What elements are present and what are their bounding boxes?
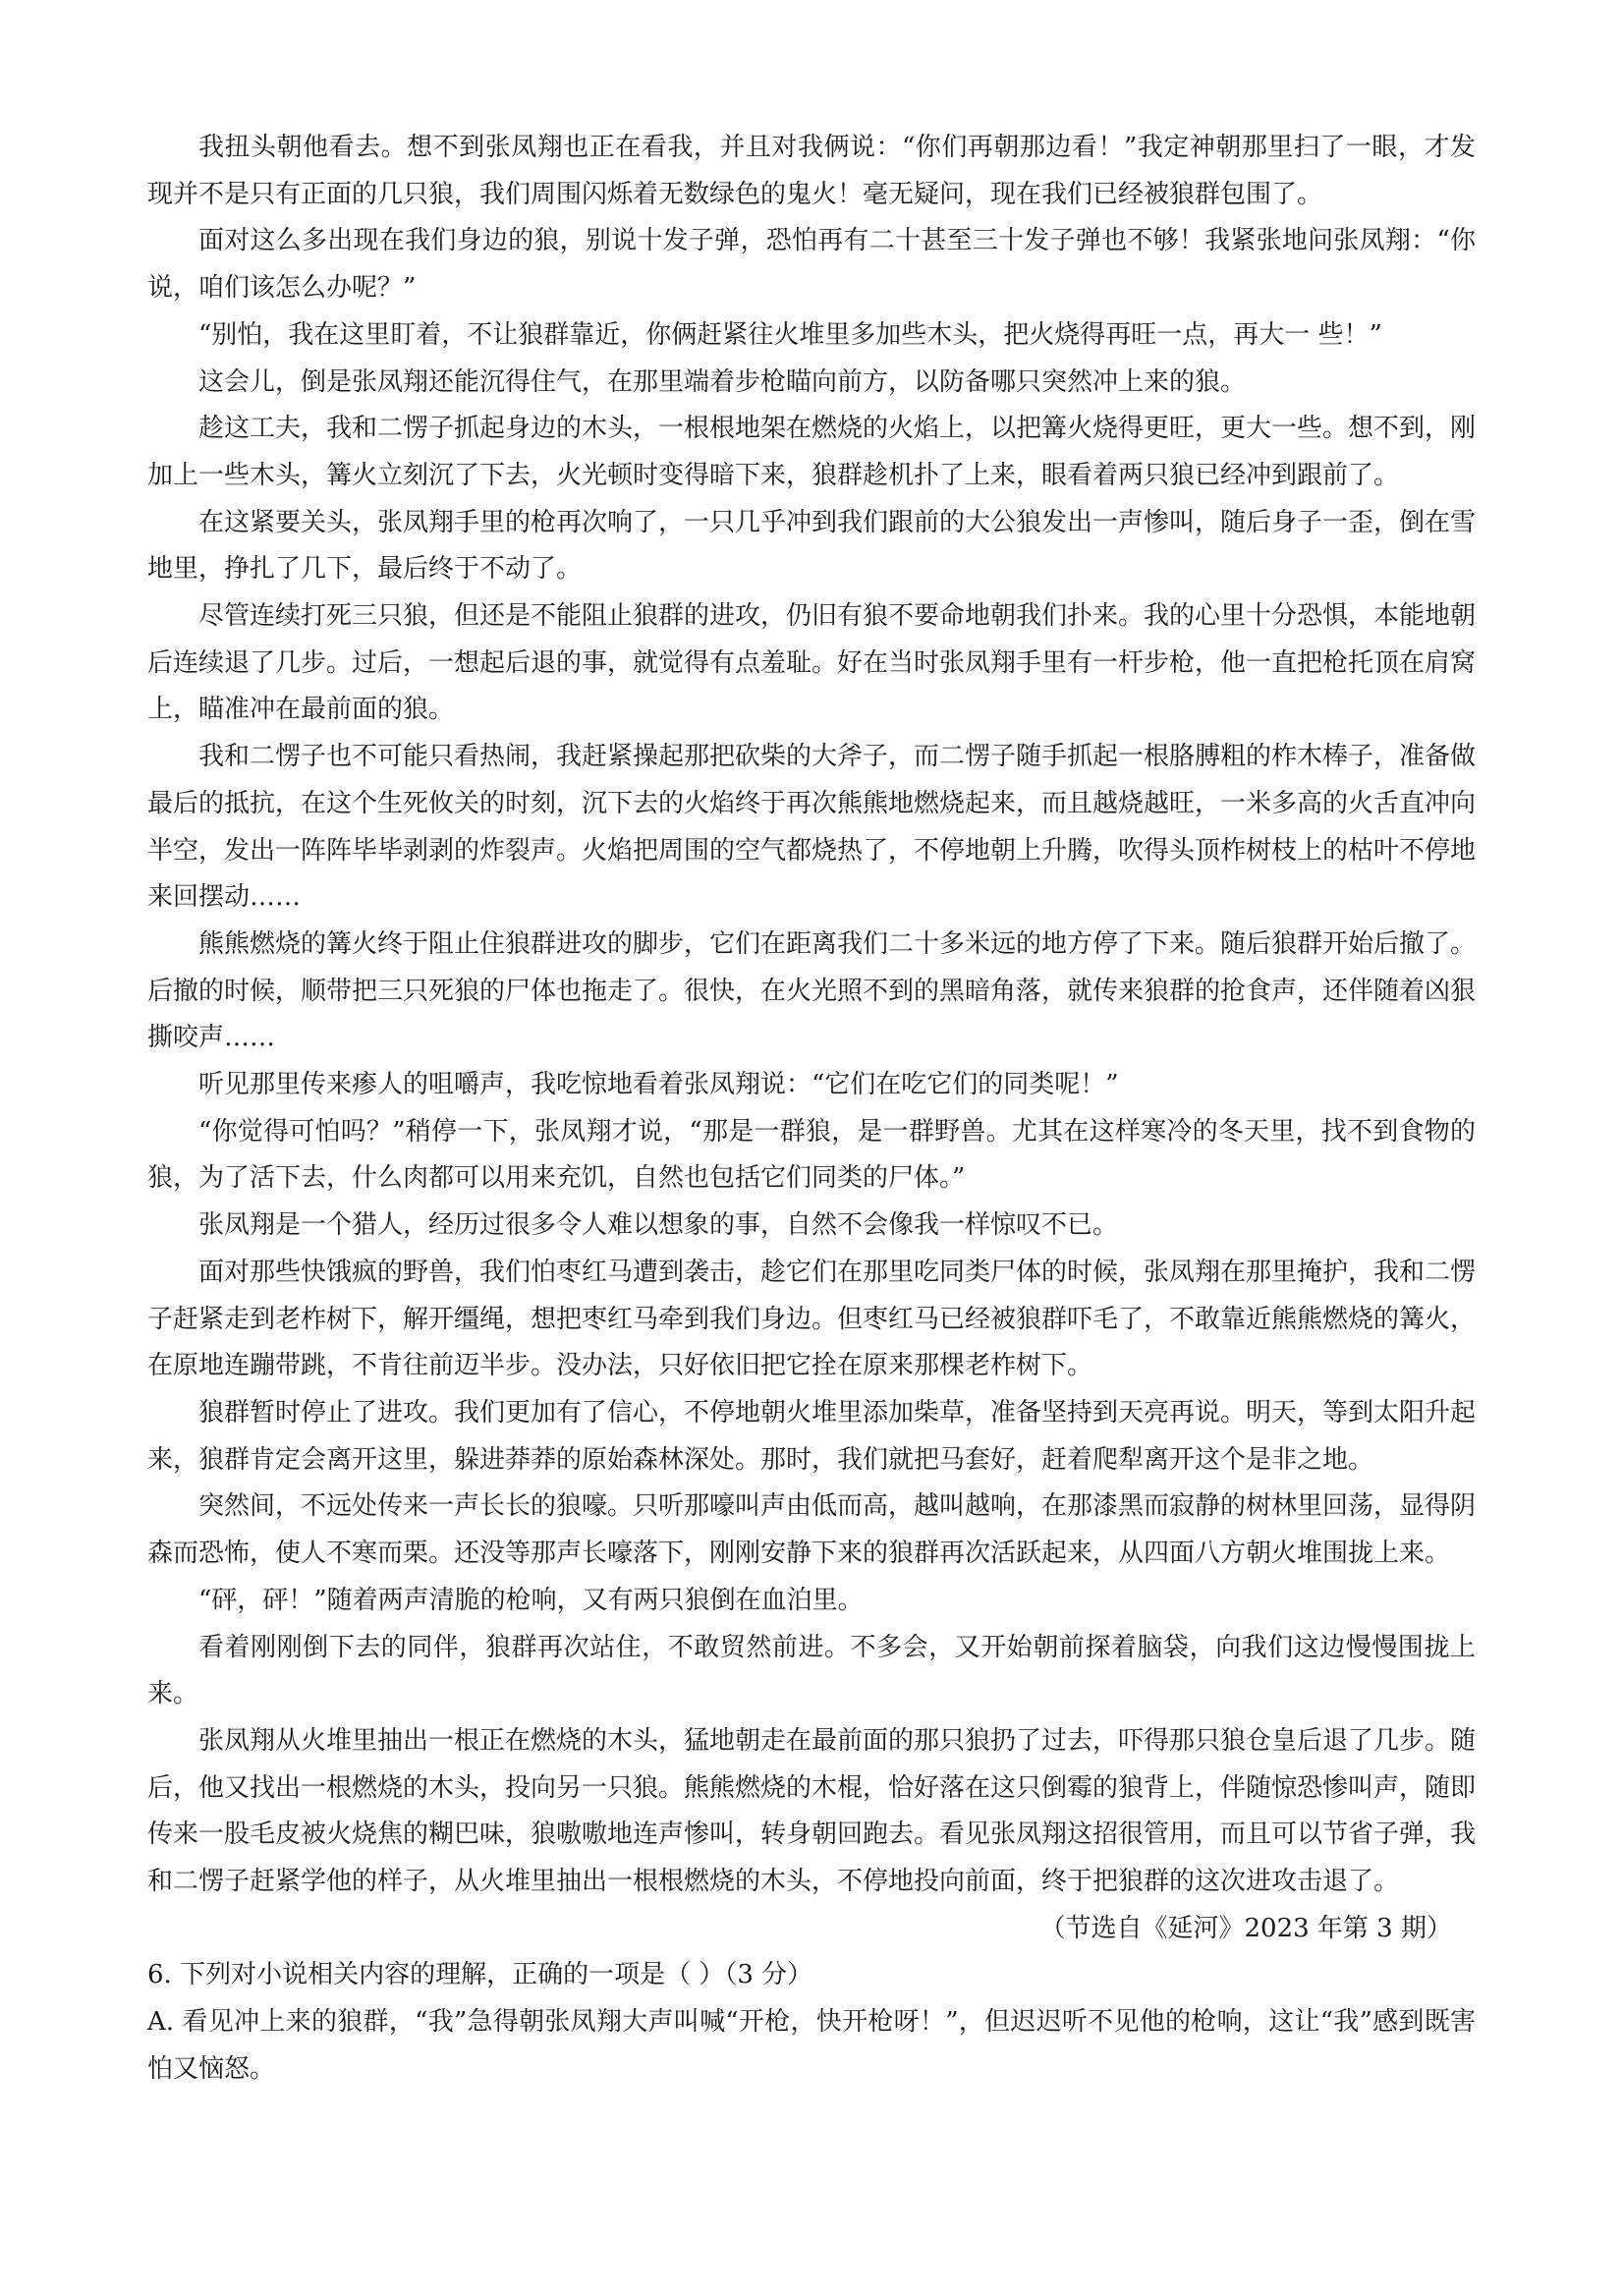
paragraph-11: “你觉得可怕吗？”稍停一下，张凤翔才说，“那是一群狼，是一群野兽。尤其在这样寒冷的冬天里，找不到食物的狼，为了活下去，什么肉都可以用来充饥，自然也包括它们同类的尸体。” (147, 1116, 1476, 1194)
paragraph-8: 我和二愣子也不可能只看热闹，我赶紧操起那把砍柴的大斧子，而二愣子随手抓起一根胳膊粗的柞木棒子，准备做最后的抵抗，在这个生死攸关的时刻，沉下去的火焰终于再次熊熊地燃烧起来，而且越烧越旺，一米多高的火舌直冲向半空，发出一阵阵毕毕剥剥的炸裂声。火焰把周围的空气都烧热了，不停地朝上升腾，吹得头顶柞树枝上的枯叶不停地来回摆动…… (147, 742, 1477, 913)
document-page (147, 125, 1476, 2094)
source-citation: （节选自《延河》2023 年第 3 期） (1039, 1913, 1452, 1943)
paragraph-14: 狼群暂时停止了进攻。我们更加有了信心，不停地朝火堆里添加柴草，准备坚持到天亮再说。明天，等到太阳升起来，狼群肯定会离开这里，躲进莽莽的原始森林深处。那时，我们就把马套好，赶着爬犁离开这个是非之地。 (147, 1397, 1477, 1475)
paragraph-18: 张凤翔从火堆里抽出一根正在燃烧的木头，猛地朝走在最前面的那只狼扔了过去，吓得那只狼仓皇后退了几步。随后，他又找出一根燃烧的木头，投向另一只狼。熊熊燃烧的木棍，恰好落在这只倒霉的狼背上，伴随惊恐惨叫声，随即传来一股毛皮被火烧焦的糊巴味，狼嗷嗷地连声惨叫，转身朝回跑去。看见张凤翔这招很管用，而且可以节省子弹，我和二愣子赶紧学他的样子，从火堆里抽出一根根燃烧的木头，不停地投向前面，终于把狼群的这次进攻击退了。 (147, 1725, 1477, 1897)
paragraph-13: 面对那些快饿疯的野兽，我们怕枣红马遭到袭击，趁它们在那里吃同类尸体的时候，张凤翔在那里掩护，我和二愣子赶紧走到老柞树下，解开缰绳，想把枣红马牵到我们身边。但枣红马已经被狼群吓毛了，不敢靠近熊熊燃烧的篝火，在原地连蹦带跳，不肯往前迈半步。没办法，只好依旧把它拴在原来那棵老柞树下。 (147, 1257, 1477, 1381)
paragraph-9: 熊熊燃烧的篝火终于阻止住狼群进攻的脚步，它们在距离我们二十多米远的地方停了下来。随后狼群开始后撤了。后撤的时候，顺带把三只死狼的尸体也拖走了。很快，在火光照不到的黑暗角落，就传来狼群的抢食声，还伴随着凶狠撕咬声…… (147, 928, 1477, 1053)
paragraph-15: 突然间，不远处传来一声长长的狼嚎。只听那嚎叫声由低而高，越叫越响，在那漆黑而寂静的树林里回荡，显得阴森而恐怖，使人不寒而栗。还没等那声长嚎落下，刚刚安静下来的狼群再次活跃起来，从四面八方朝火堆围拢上来。 (147, 1491, 1477, 1569)
paragraph-4: 这会儿，倒是张凤翔还能沉得住气，在那里端着步枪瞄向前方，以防备哪只突然冲上来的狼。 (198, 366, 1247, 397)
question-6: 6. 下列对小说相关内容的理解，正确的一项是（ ）（3 分） (147, 1960, 813, 1990)
paragraph-5: 趁这工夫，我和二愣子抓起身边的木头，一根根地架在燃烧的火焰上，以把篝火烧得更旺，更大一些。想不到，刚加上一些木头，篝火立刻沉了下去，火光顿时变得暗下来，狼群趁机扑了上来，眼看着两只狼已经冲到跟前了。 (147, 414, 1477, 490)
paragraph-12: 张凤翔是一个猎人，经历过很多令人难以想象的事，自然不会像我一样惊叹不已。 (198, 1210, 1119, 1241)
option-a: A. 看见冲上来的狼群，“我”急得朝张凤翔大声叫喊“开枪，快开枪呀！”，但迟迟听不见他的枪响，这让“我”感到既害怕又恼怒。 (147, 2007, 1476, 2084)
paragraph-7: 尽管连续打死三只狼，但还是不能阻止狼群的进攻，仍旧有狼不要命地朝我们扑来。我的心里十分恐惧，本能地朝后连续退了几步。过后，一想起后退的事，就觉得有点羞耻。好在当时张凤翔手里有一杆步枪，他一直把枪托顶在肩窝上，瞄准冲在最前面的狼。 (147, 601, 1477, 725)
paragraph-16: “砰，砰！”随着两声清脆的枪响，又有两只狼倒在血泊里。 (198, 1585, 864, 1615)
paragraph-17: 看着刚刚倒下去的同伴，狼群再次站住，不敢贸然前进。不多会，又开始朝前探着脑袋，向我们这边慢慢围拢上来。 (147, 1632, 1476, 1709)
paragraph-3: “别怕，我在这里盯着，不让狼群靠近，你俩赶紧往火堆里多加些木头，把火烧得再旺一点，再大一 些！” (198, 319, 1382, 350)
paragraph-1: 我扭头朝他看去。想不到张凤翔也正在看我，并且对我俩说：“你们再朝那边看！”我定神朝那里扫了一眼，才发现并不是只有正面的几只狼，我们周围闪烁着无数绿色的鬼火！毫无疑问，现在我们已经被狼群包围了。 (147, 133, 1476, 209)
paragraph-2: 面对这么多出现在我们身边的狼，别说十发子弹，恐怕再有二十甚至三十发子弹也不够！我紧张地问张凤翔：“你说，咱们该怎么办呢？” (147, 226, 1476, 304)
paragraph-6: 在这紧要关头，张凤翔手里的枪再次响了，一只几乎冲到我们跟前的大公狼发出一声惨叫，随后身子一歪，倒在雪地里，挣扎了几下，最后终于不动了。 (147, 507, 1477, 585)
paragraph-10: 听见那里传来瘆人的咀嚼声，我吃惊地看着张凤翔说：“它们在吃它们的同类呢！” (198, 1070, 1119, 1100)
